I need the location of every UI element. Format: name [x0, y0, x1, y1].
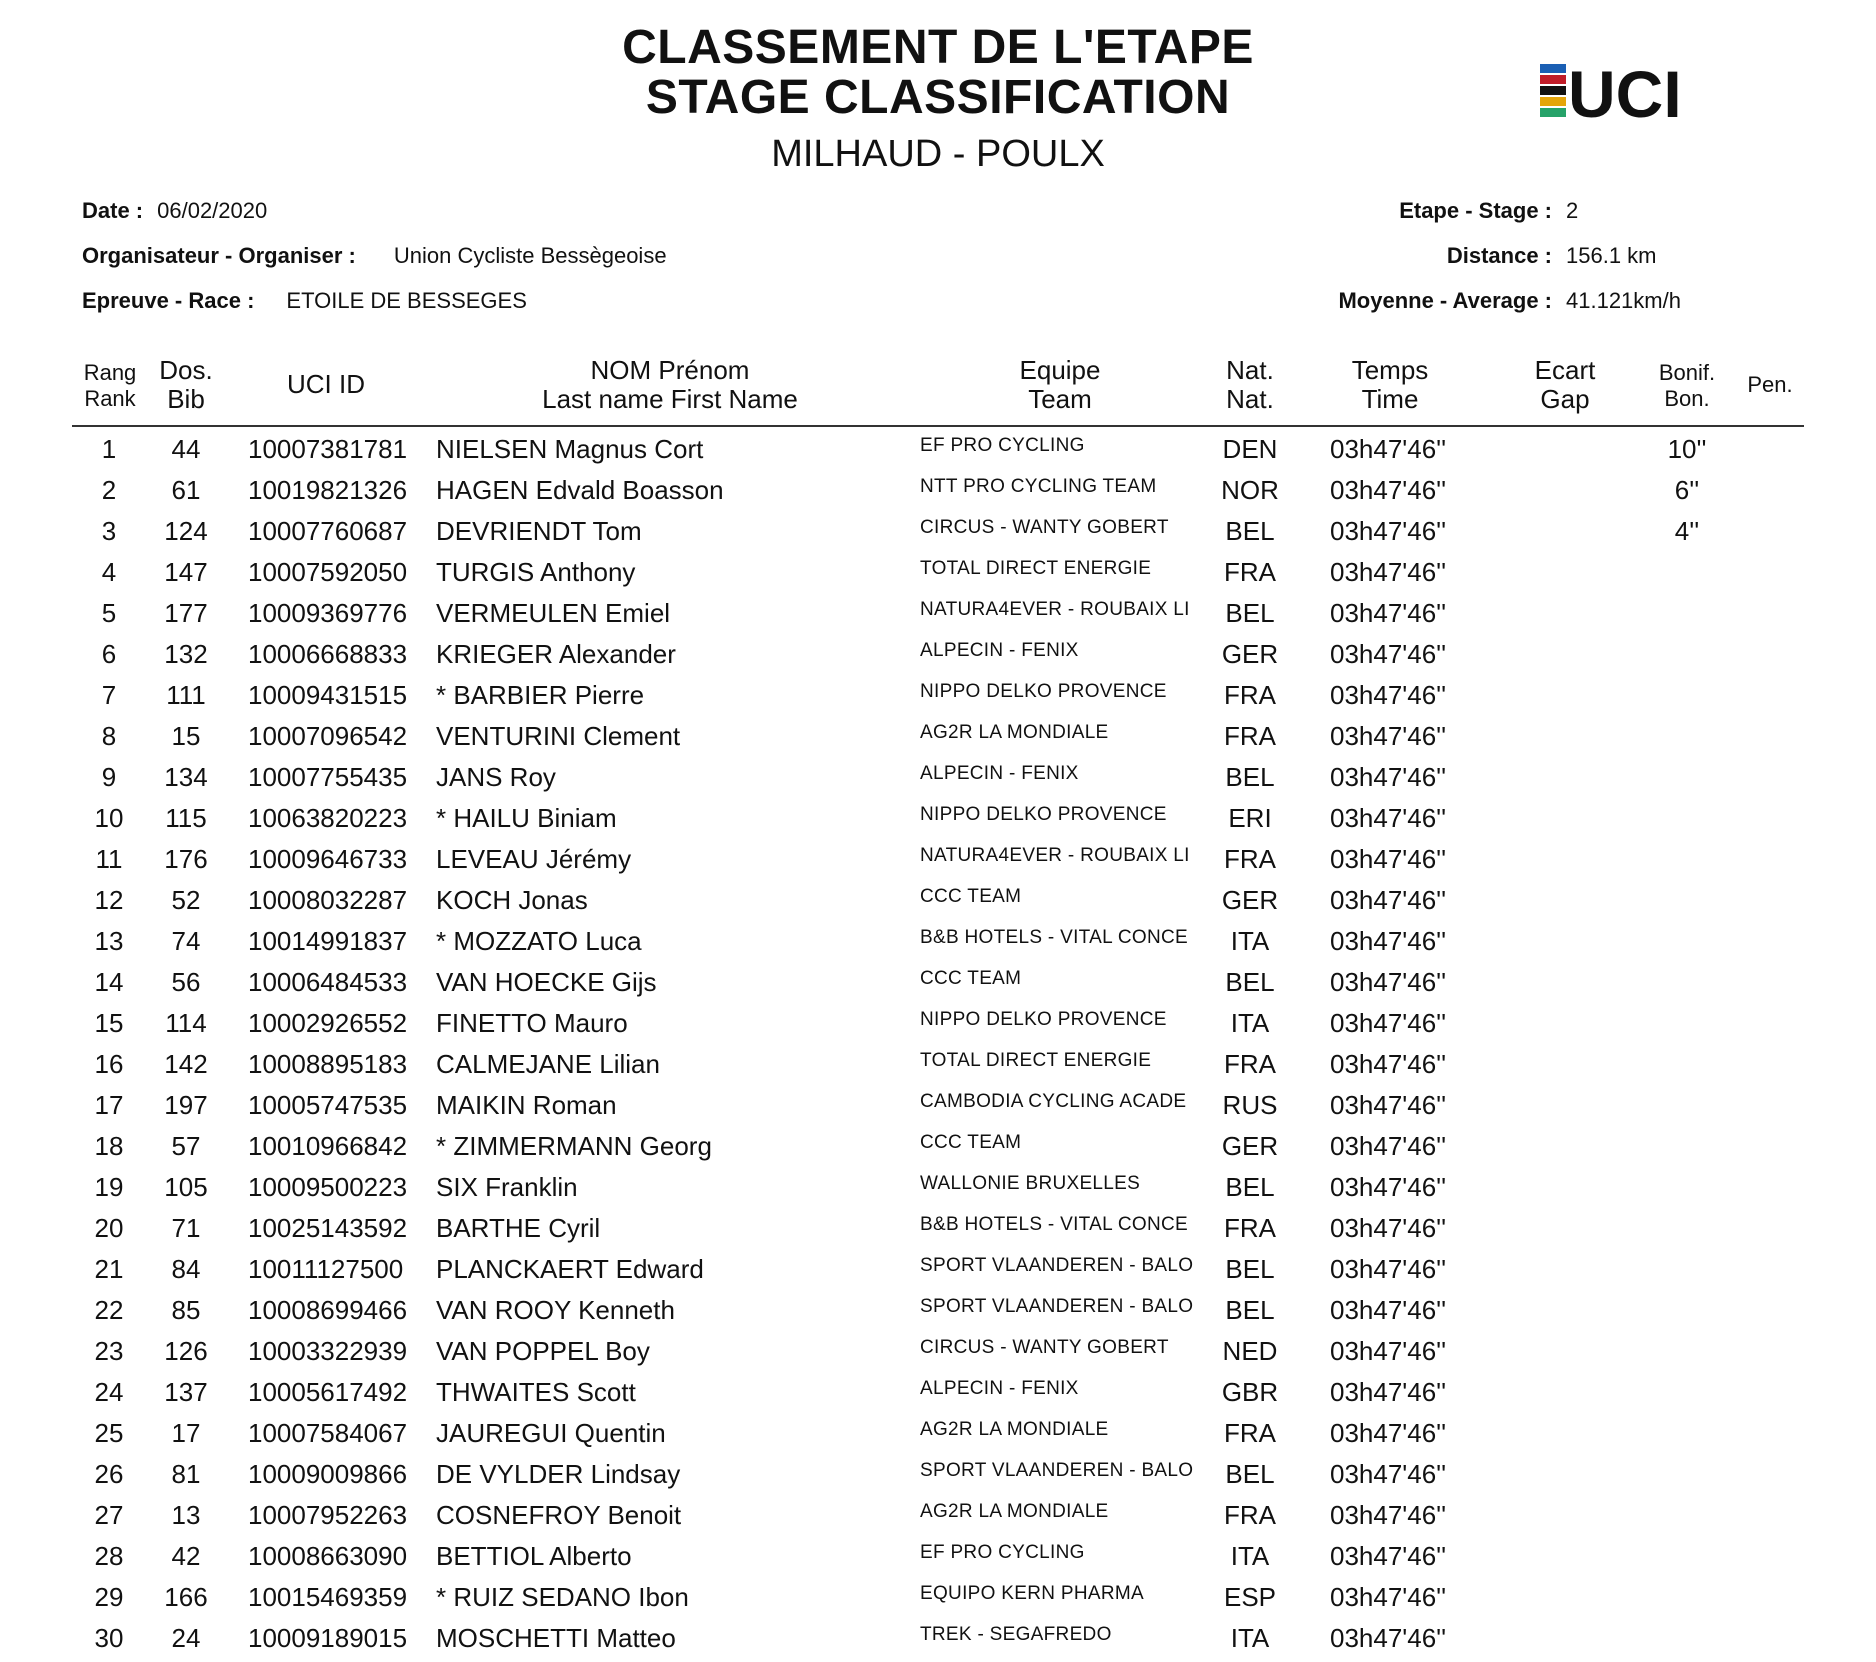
rank-cell: 15	[94, 1008, 124, 1038]
time-cell: 03h47'46''	[1330, 639, 1447, 669]
nationality-cell: ITA	[1230, 1623, 1270, 1653]
uci-id-cell: 10008663090	[248, 1541, 408, 1571]
nationality-cell: BEL	[1225, 1459, 1275, 1489]
uci-id-cell: 10006484533	[248, 967, 408, 997]
table-row	[0, 1621, 1876, 1662]
nationality-cell: FRA	[1224, 844, 1276, 874]
table-row	[0, 1580, 1876, 1621]
nationality-cell: GER	[1221, 1131, 1279, 1161]
uci-id-cell: 10007952263	[248, 1500, 408, 1530]
col-time-en: Time	[1361, 384, 1419, 414]
rank-cell: 5	[101, 598, 117, 628]
col-name-fr: NOM Prénom	[590, 355, 750, 385]
rank-cell: 20	[94, 1213, 124, 1243]
distance-value: 156.1 km	[1566, 243, 1657, 268]
col-name	[470, 356, 870, 414]
uci-id-cell: 10063820223	[248, 803, 408, 833]
table-row	[0, 473, 1876, 514]
col-gap-fr: Ecart	[1534, 355, 1596, 385]
team-cell: CIRCUS - WANTY GOBERT	[920, 1337, 1169, 1358]
nationality-cell: GER	[1221, 885, 1279, 915]
bib-cell: 57	[171, 1131, 201, 1161]
rider-name-cell: CALMEJANE Lilian	[436, 1049, 660, 1079]
uci-logo-text: UCI	[1568, 58, 1682, 124]
col-nat-en: Nat.	[1226, 384, 1274, 414]
rank-cell: 24	[94, 1377, 124, 1407]
team-cell: CCC TEAM	[920, 886, 1022, 907]
rank-cell: 23	[94, 1336, 124, 1366]
col-bib	[146, 356, 226, 414]
uci-id-cell: 10007760687	[248, 516, 408, 546]
rider-name-cell: COSNEFROY Benoit	[436, 1500, 682, 1530]
uci-id-cell: 10009431515	[248, 680, 408, 710]
team-cell: NATURA4EVER - ROUBAIX LI	[920, 599, 1190, 620]
page-title-fr: CLASSEMENT DE L'ETAPE	[622, 21, 1254, 74]
time-cell: 03h47'46''	[1330, 1213, 1447, 1243]
team-cell: B&B HOTELS - VITAL CONCE	[920, 927, 1188, 948]
team-cell: SPORT VLAANDEREN - BALO	[920, 1255, 1194, 1276]
col-gap	[1510, 356, 1620, 414]
date-value: 06/02/2020	[157, 198, 268, 223]
rider-name-cell: TURGIS Anthony	[436, 557, 636, 587]
rider-name-cell: HAGEN Edvald Boasson	[436, 475, 724, 505]
bib-cell: 111	[166, 680, 206, 710]
stage-route: MILHAUD - POULX	[771, 133, 1105, 175]
nationality-cell: ERI	[1228, 803, 1272, 833]
nationality-cell: FRA	[1224, 1049, 1276, 1079]
table-row	[0, 965, 1876, 1006]
time-cell: 03h47'46''	[1330, 1582, 1447, 1612]
uci-id-cell: 10003322939	[248, 1336, 408, 1366]
nationality-cell: RUS	[1222, 1090, 1278, 1120]
nationality-cell: ITA	[1230, 1541, 1270, 1571]
table-row	[0, 678, 1876, 719]
nationality-cell: BEL	[1225, 762, 1275, 792]
rider-name-cell: * HAILU Biniam	[436, 803, 617, 833]
uci-id-cell: 10007755435	[248, 762, 408, 792]
rider-name-cell: DEVRIENDT Tom	[436, 516, 642, 546]
col-team-en: Team	[1028, 384, 1092, 414]
time-cell: 03h47'46''	[1330, 1623, 1447, 1653]
table-row	[0, 842, 1876, 883]
uci-id-cell: 10005747535	[248, 1090, 408, 1120]
rider-name-cell: KRIEGER Alexander	[436, 639, 676, 669]
time-cell: 03h47'46''	[1330, 1295, 1447, 1325]
team-cell: TREK - SEGAFREDO	[920, 1624, 1112, 1645]
team-cell: ALPECIN - FENIX	[920, 1378, 1079, 1399]
rank-cell: 13	[94, 926, 124, 956]
team-cell: TOTAL DIRECT ENERGIE	[920, 1050, 1152, 1071]
rider-name-cell: NIELSEN Magnus Cort	[436, 434, 704, 464]
team-cell: NIPPO DELKO PROVENCE	[920, 681, 1167, 702]
team-cell: EF PRO CYCLING	[920, 1542, 1085, 1563]
nationality-cell: FRA	[1224, 721, 1276, 751]
team-cell: NIPPO DELKO PROVENCE	[920, 1009, 1167, 1030]
uci-id-cell: 10009500223	[248, 1172, 408, 1202]
rider-name-cell: FINETTO Mauro	[436, 1008, 628, 1038]
col-rank	[72, 360, 148, 412]
rider-name-cell: * RUIZ SEDANO Ibon	[436, 1582, 689, 1612]
table-row	[0, 1457, 1876, 1498]
team-cell: ALPECIN - FENIX	[920, 640, 1079, 661]
team-cell: AG2R LA MONDIALE	[920, 1501, 1109, 1522]
uci-id-cell: 10011127500	[248, 1254, 404, 1284]
bib-cell: 142	[164, 1049, 208, 1079]
bib-cell: 61	[171, 475, 201, 505]
uci-logo	[1540, 58, 1710, 124]
time-cell: 03h47'46''	[1330, 1172, 1447, 1202]
uci-id-cell: 10008032287	[248, 885, 408, 915]
team-cell: WALLONIE BRUXELLES	[920, 1173, 1141, 1194]
rank-cell: 30	[94, 1623, 124, 1653]
time-cell: 03h47'46''	[1330, 475, 1447, 505]
col-bib-en: Bib	[167, 384, 205, 414]
nationality-cell: FRA	[1224, 1500, 1276, 1530]
col-rank-en: Rank	[84, 386, 136, 411]
time-cell: 03h47'46''	[1330, 1336, 1447, 1366]
bib-cell: 124	[164, 516, 208, 546]
rider-name-cell: SIX Franklin	[436, 1172, 578, 1202]
table-row	[0, 637, 1876, 678]
rank-cell: 25	[94, 1418, 124, 1448]
uci-id-cell: 10010966842	[248, 1131, 408, 1161]
bonus-cell: 4''	[1674, 516, 1700, 546]
team-cell: NTT PRO CYCLING TEAM	[920, 476, 1157, 497]
uci-id-cell: 10005617492	[248, 1377, 408, 1407]
table-row	[0, 1416, 1876, 1457]
rank-cell: 7	[101, 680, 117, 710]
uci-id-cell: 10007381781	[248, 434, 408, 464]
uci-id-cell: 10009369776	[248, 598, 408, 628]
date-label: Date :	[82, 198, 144, 223]
col-uci-id: UCI ID	[287, 369, 365, 399]
bib-cell: 71	[171, 1213, 201, 1243]
rider-name-cell: PLANCKAERT Edward	[436, 1254, 704, 1284]
col-time-fr: Temps	[1351, 355, 1429, 385]
table-row	[0, 924, 1876, 965]
stage-label: Etape - Stage :	[1399, 198, 1552, 223]
time-cell: 03h47'46''	[1330, 1377, 1447, 1407]
table-row	[0, 1375, 1876, 1416]
nationality-cell: FRA	[1224, 680, 1276, 710]
uci-id-cell: 10009009866	[248, 1459, 408, 1489]
bib-cell: 105	[164, 1172, 208, 1202]
rider-name-cell: VAN HOECKE Gijs	[436, 967, 657, 997]
team-cell: SPORT VLAANDEREN - BALO	[920, 1296, 1194, 1317]
bib-cell: 114	[165, 1008, 207, 1038]
nationality-cell: ESP	[1223, 1582, 1277, 1612]
time-cell: 03h47'46''	[1330, 762, 1447, 792]
rank-cell: 11	[95, 844, 123, 874]
team-cell: CCC TEAM	[920, 968, 1022, 989]
rank-cell: 9	[101, 762, 117, 792]
time-cell: 03h47'46''	[1330, 598, 1447, 628]
bib-cell: 115	[165, 803, 207, 833]
col-gap-en: Gap	[1540, 384, 1590, 414]
rider-name-cell: BARTHE Cyril	[436, 1213, 601, 1243]
uci-id-cell: 10015469359	[248, 1582, 408, 1612]
header-divider	[72, 425, 1804, 427]
col-time	[1330, 356, 1450, 414]
bib-cell: 147	[164, 557, 208, 587]
time-cell: 03h47'46''	[1330, 1418, 1447, 1448]
time-cell: 03h47'46''	[1330, 844, 1447, 874]
bib-cell: 52	[171, 885, 201, 915]
team-cell: EQUIPO KERN PHARMA	[920, 1583, 1144, 1604]
nationality-cell: NOR	[1221, 475, 1279, 505]
rank-cell: 8	[101, 721, 117, 751]
team-cell: AG2R LA MONDIALE	[920, 1419, 1109, 1440]
uci-id-cell: 10014991837	[248, 926, 408, 956]
table-header	[0, 352, 1876, 424]
uci-id-cell: 10019821326	[248, 475, 408, 505]
nationality-cell: GBR	[1221, 1377, 1279, 1407]
nationality-cell: FRA	[1224, 1213, 1276, 1243]
time-cell: 03h47'46''	[1330, 1254, 1447, 1284]
rider-name-cell: KOCH Jonas	[436, 885, 588, 915]
table-row	[0, 1539, 1876, 1580]
organiser-value: Union Cycliste Bessègeoise	[393, 243, 667, 268]
average-label: Moyenne - Average :	[1338, 288, 1552, 313]
rider-name-cell: THWAITES Scott	[436, 1377, 636, 1407]
nationality-cell: BEL	[1225, 967, 1275, 997]
rank-cell: 18	[94, 1131, 124, 1161]
table-row	[0, 1334, 1876, 1375]
stage-value: 2	[1566, 198, 1579, 223]
col-team-fr: Equipe	[1019, 355, 1101, 385]
rank-cell: 19	[94, 1172, 124, 1202]
meta-race	[82, 288, 527, 314]
time-cell: 03h47'46''	[1330, 680, 1447, 710]
rider-name-cell: JANS Roy	[436, 762, 556, 792]
time-cell: 03h47'46''	[1330, 721, 1447, 751]
col-nat-fr: Nat.	[1226, 355, 1274, 385]
nationality-cell: BEL	[1225, 1172, 1275, 1202]
team-cell: TOTAL DIRECT ENERGIE	[920, 558, 1152, 579]
time-cell: 03h47'46''	[1330, 557, 1447, 587]
rider-name-cell: VERMEULEN Emiel	[436, 598, 671, 628]
rank-cell: 12	[94, 885, 124, 915]
table-row	[0, 760, 1876, 801]
bib-cell: 177	[164, 598, 208, 628]
col-name-en: Last name First Name	[542, 384, 798, 414]
col-rank-fr: Rang	[83, 360, 137, 385]
uci-id-cell: 10009189015	[248, 1623, 408, 1653]
col-bib-fr: Dos.	[159, 355, 213, 385]
rider-name-cell: VAN ROOY Kenneth	[436, 1295, 675, 1325]
rank-cell: 2	[101, 475, 117, 505]
time-cell: 03h47'46''	[1330, 1131, 1447, 1161]
time-cell: 03h47'46''	[1330, 1008, 1447, 1038]
table-row	[0, 719, 1876, 760]
bib-cell: 176	[164, 844, 208, 874]
bib-cell: 24	[171, 1623, 201, 1653]
bib-cell: 197	[164, 1090, 208, 1120]
rider-name-cell: BETTIOL Alberto	[436, 1541, 632, 1571]
table-row	[0, 1047, 1876, 1088]
bonus-cell: 10''	[1667, 434, 1707, 464]
table-row	[0, 1088, 1876, 1129]
rank-cell: 1	[101, 434, 117, 464]
col-bonus-fr: Bonif.	[1658, 360, 1716, 385]
table-row	[0, 555, 1876, 596]
time-cell: 03h47'46''	[1330, 926, 1447, 956]
bib-cell: 85	[171, 1295, 201, 1325]
uci-id-cell: 10008699466	[248, 1295, 408, 1325]
bib-cell: 126	[164, 1336, 208, 1366]
bib-cell: 137	[164, 1377, 208, 1407]
nationality-cell: BEL	[1225, 1295, 1275, 1325]
team-cell: NATURA4EVER - ROUBAIX LI	[920, 845, 1190, 866]
bib-cell: 56	[171, 967, 201, 997]
bib-cell: 13	[171, 1500, 201, 1530]
time-cell: 03h47'46''	[1330, 1459, 1447, 1489]
team-cell: EF PRO CYCLING	[920, 435, 1085, 456]
page-title-en: STAGE CLASSIFICATION	[645, 71, 1231, 124]
team-cell: CAMBODIA CYCLING ACADE	[920, 1091, 1187, 1112]
table-row	[0, 596, 1876, 637]
rank-cell: 29	[94, 1582, 124, 1612]
bib-cell: 44	[171, 434, 201, 464]
uci-id-cell: 10006668833	[248, 639, 408, 669]
bib-cell: 81	[171, 1459, 201, 1489]
team-cell: AG2R LA MONDIALE	[920, 722, 1109, 743]
rank-cell: 27	[94, 1500, 124, 1530]
race-label: Epreuve - Race :	[82, 288, 255, 313]
table-row	[0, 883, 1876, 924]
nationality-cell: FRA	[1224, 1418, 1276, 1448]
rank-cell: 10	[94, 803, 124, 833]
meta-organiser	[82, 243, 667, 269]
rider-name-cell: LEVEAU Jérémy	[436, 844, 632, 874]
uci-id-cell: 10007592050	[248, 557, 408, 587]
team-cell: CIRCUS - WANTY GOBERT	[920, 517, 1169, 538]
time-cell: 03h47'46''	[1330, 967, 1447, 997]
rank-cell: 3	[101, 516, 117, 546]
table-row	[0, 432, 1876, 473]
classification-table-body	[0, 432, 1876, 1662]
time-cell: 03h47'46''	[1330, 516, 1447, 546]
rider-name-cell: * BARBIER Pierre	[436, 680, 645, 710]
bib-cell: 84	[171, 1254, 201, 1284]
team-cell: SPORT VLAANDEREN - BALO	[920, 1460, 1194, 1481]
rider-name-cell: * MOZZATO Luca	[436, 926, 642, 956]
rider-name-cell: MAIKIN Roman	[436, 1090, 617, 1120]
nationality-cell: DEN	[1222, 434, 1278, 464]
rank-cell: 26	[94, 1459, 124, 1489]
uci-id-cell: 10002926552	[248, 1008, 408, 1038]
col-bonus	[1648, 360, 1726, 412]
team-cell: CCC TEAM	[920, 1132, 1022, 1153]
rank-cell: 28	[94, 1541, 124, 1571]
bib-cell: 74	[171, 926, 201, 956]
rank-cell: 21	[94, 1254, 124, 1284]
rank-cell: 17	[94, 1090, 124, 1120]
bib-cell: 166	[164, 1582, 208, 1612]
time-cell: 03h47'46''	[1330, 434, 1447, 464]
time-cell: 03h47'46''	[1330, 1049, 1447, 1079]
table-row	[0, 1498, 1876, 1539]
bib-cell: 15	[171, 721, 201, 751]
rider-name-cell: VENTURINI Clement	[436, 721, 681, 751]
table-row	[0, 1252, 1876, 1293]
bib-cell: 132	[164, 639, 208, 669]
nationality-cell: NED	[1222, 1336, 1278, 1366]
rider-name-cell: MOSCHETTI Matteo	[436, 1623, 676, 1653]
nationality-cell: BEL	[1225, 1254, 1275, 1284]
team-cell: NIPPO DELKO PROVENCE	[920, 804, 1167, 825]
table-row	[0, 1129, 1876, 1170]
uci-id-cell: 10007584067	[248, 1418, 408, 1448]
time-cell: 03h47'46''	[1330, 803, 1447, 833]
uci-id-cell: 10025143592	[248, 1213, 408, 1243]
nationality-cell: BEL	[1225, 598, 1275, 628]
time-cell: 03h47'46''	[1330, 885, 1447, 915]
table-row	[0, 1006, 1876, 1047]
average-value: 41.121km/h	[1566, 288, 1681, 313]
table-row	[0, 1293, 1876, 1334]
team-cell: ALPECIN - FENIX	[920, 763, 1079, 784]
table-row	[0, 1211, 1876, 1252]
bonus-cell: 6''	[1674, 475, 1700, 505]
rider-name-cell: JAUREGUI Quentin	[436, 1418, 666, 1448]
rider-name-cell: DE VYLDER Lindsay	[436, 1459, 681, 1489]
time-cell: 03h47'46''	[1330, 1090, 1447, 1120]
uci-id-cell: 10009646733	[248, 844, 408, 874]
bib-cell: 134	[164, 762, 208, 792]
table-row	[0, 1170, 1876, 1211]
uci-id-cell: 10007096542	[248, 721, 408, 751]
time-cell: 03h47'46''	[1330, 1500, 1447, 1530]
organiser-label: Organisateur - Organiser :	[82, 243, 356, 268]
nationality-cell: ITA	[1230, 1008, 1270, 1038]
col-bonus-en: Bon.	[1664, 386, 1710, 411]
nationality-cell: BEL	[1225, 516, 1275, 546]
nationality-cell: GER	[1221, 639, 1279, 669]
team-cell: B&B HOTELS - VITAL CONCE	[920, 1214, 1188, 1235]
bib-cell: 17	[171, 1418, 201, 1448]
rank-cell: 6	[101, 639, 117, 669]
table-row	[0, 514, 1876, 555]
rank-cell: 22	[94, 1295, 124, 1325]
rider-name-cell: VAN POPPEL Boy	[436, 1336, 650, 1366]
nationality-cell: ITA	[1230, 926, 1270, 956]
col-nat	[1210, 356, 1290, 414]
col-team	[980, 356, 1140, 414]
uci-id-cell: 10008895183	[248, 1049, 408, 1079]
rank-cell: 16	[94, 1049, 124, 1079]
rider-name-cell: * ZIMMERMANN Georg	[436, 1131, 712, 1161]
nationality-cell: FRA	[1224, 557, 1276, 587]
meta-date	[82, 198, 267, 224]
rank-cell: 14	[94, 967, 124, 997]
time-cell: 03h47'46''	[1330, 1541, 1447, 1571]
distance-label: Distance :	[1446, 243, 1552, 268]
bib-cell: 42	[171, 1541, 201, 1571]
table-row	[0, 801, 1876, 842]
col-penalty: Pen.	[1747, 372, 1793, 397]
race-value: ETOILE DE BESSEGES	[286, 288, 527, 313]
rank-cell: 4	[101, 557, 117, 587]
